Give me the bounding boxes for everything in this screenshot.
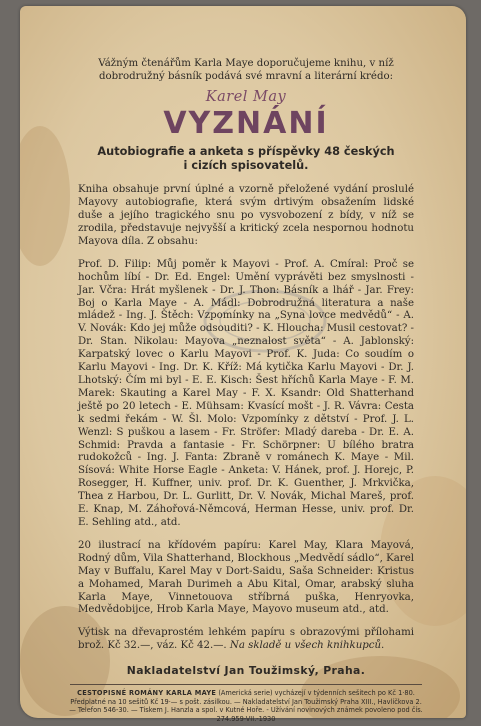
- footer-text: (Americká serie) vycházejí v týdenních sešitech po Kč 1·80. Předplatné na 10 sešitů Kč 19·— s pošt. zásilkou. — Nakladatelství: [70, 689, 415, 706]
- availability-note: Na skladě u všech knihkupců.: [229, 640, 385, 652]
- book-description: Kniha obsahuje první úplné a vzorně přeložené vydání proslulé Mayovy autobiografie, která svým drtivým obsažením lidské duše a jejího tragického snu po vysvobození z bídy, v níž se zrodila, představuje nejvyšší a kritický zcela nespornou hodnotu Mayova díla. Z obsahu:: [78, 184, 414, 247]
- illustrations-list: 20 ilustrací na křídovém papíru: Karel May, Klara Mayová, Rodný dům, Vila Shatterhand, Blockhous „Medvědí sádlo“, Karel May v Buffalu, Karel May v Dort-Saidu, Saša Schneider: Kristus a Mohamed, Marah Durimeh a Abu Kital, Omar, arabský sluha Karla Maye, Vinnetouova stříbrná puška, Henryovka, Medvědobijce, Hrob Karla Maye, Mayovo museum atd., atd.: [78, 539, 414, 616]
- price-info: [78, 627, 414, 653]
- series-name: CESTOPISNÉ ROMÁNY KARLA MAYE: [77, 689, 217, 698]
- subtitle-line: i cizích spisovatelů.: [183, 158, 309, 172]
- footer-text: a spol. v Kutné Hoře. - Užívání novinových známek povoleno pod čís. 274.959-VII.-1930: [195, 706, 423, 723]
- footer-divider: [70, 684, 422, 685]
- page-text: [69, 58, 423, 723]
- author-name: Karel May: [205, 88, 287, 105]
- contents-list: Prof. D. Filip: Můj poměr k Mayovi - Prof. A. Cmíral: Proč se hochům líbí - Dr. Ed. Engel: Umění vyprávěti bez smyslnosti - Jar. Včra: Hrát myšlenek - Dr. J. Thon: Básník a lhář - Jar. Frey: Boj o Karla Maye - A. Mádl: Dobrodružná literatura a naše mládež - Ing. J. Štěch: Vzpomínky na „Syna lovce medvědů“ - A. V. Novák: Kdo jej může odsouditi? - K. Hloucha: Musil cestovat? - Dr. Stan. Nikolau: Mayova „neznalost světa“ - A. Jablonský: Karpatský lovec o Karlu Mayovi - Prof. K. Juda: Co soudím o Karlu Mayovi - Ing. Dr. K. Kříž: Má kytička Karlu Mayovi - Dr. J. Lhotský: Čím mi byl - E. E. Kisch: Šest hříchů Karla Maye - F. M. Marek: Skauting a Karel May - F. X. Ksandr: Old Shatterhand ještě po 20 letech - E. Mühsam: Kvasící mošt - J. R. Vávra: Cesta k sedmi řekám - W. Šl. Molo: Vzpomínky z dětství - Prof. J. L. Wenzl: S puškou a lasem - Fr. Ströfer: Mladý dareba - Dr. E. A. Schmid: Pravda a fantasie - Fr. Schörpner: U bílého bratra rudokožců - Ing. J. Fanta: Zbraně v románech K. Maye - Mil. Sísová: White Horse Eagle - Anketa: V. Hánek, prof. J. Horejc, P. Rosegger, H. Kuffner, univ. prof. Dr. K. Guenther, J. Mrkvička, Thea z Harbou, Dr. L. Gurlitt, Dr. V. Novák, Michal Mareš, prof. E. Knap, M. Záhořová-Němcová, Herman Hesse, univ. prof. Dr. E. Sehling atd., atd.: [78, 258, 414, 528]
- intro-text: Vážným čtenářům Karla Maye doporučujeme knihu, v níž dobrodružný básník podává své mravní a literární krédo:: [98, 58, 394, 82]
- paper-stain: [20, 126, 70, 266]
- book-title: VYZNÁNÍ: [163, 105, 329, 141]
- price-text: Výtisk na dřevaprostém lehkém papíru s obrazovými přílohami brož. Kč 32.—, váz. Kč 42.—.: [78, 627, 414, 652]
- subtitle-line: Autobiografie a anketa s příspěvky 48 českých: [97, 144, 395, 158]
- series-footer: [68, 689, 424, 723]
- footer-text: Jan Toužimský Praha XIII., Havlíčkova 2. — Telefon 546-30. — Tiskem J. Hanzla: [69, 697, 422, 715]
- publisher-name: Nakladatelství Jan Toužimský, Praha.: [126, 664, 366, 678]
- book-subtitle: [78, 145, 414, 173]
